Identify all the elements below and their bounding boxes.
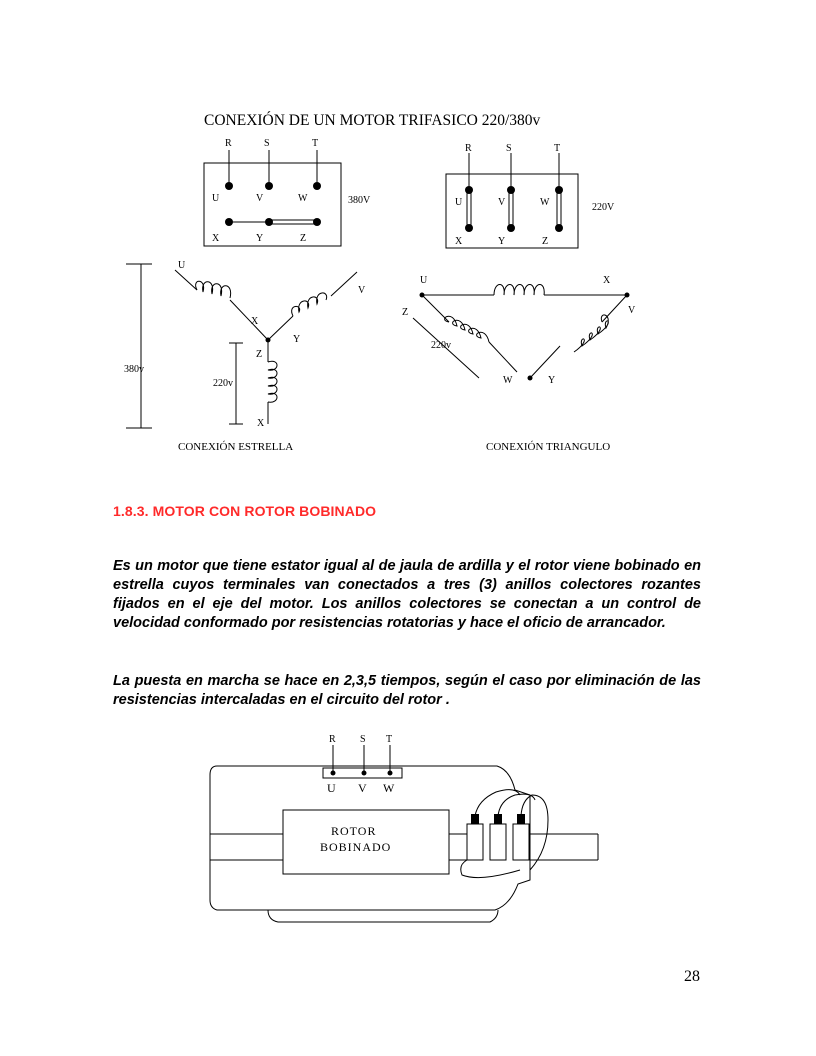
box220-terminal-w: W	[540, 197, 550, 208]
page-number: 28	[684, 968, 700, 985]
bottom-terminal-v: V	[358, 781, 367, 795]
delta-label-z: Z	[402, 307, 409, 318]
box380-terminal-z: Z	[300, 233, 307, 244]
box220-terminal-v: V	[498, 197, 506, 208]
star-label-u: U	[178, 260, 186, 271]
delta-voltage: 220v	[431, 340, 451, 351]
box220-terminal-y: Y	[498, 236, 506, 247]
delta-label-x: X	[603, 275, 611, 286]
star-connection	[126, 264, 357, 428]
star-label-x: X	[251, 316, 259, 327]
box380-terminal-y: Y	[256, 233, 264, 244]
terminal-box-380	[204, 150, 341, 246]
box380-terminal-v: V	[256, 193, 264, 204]
box220-terminal-x: X	[455, 236, 463, 247]
terminal-box-220	[446, 153, 578, 248]
rotor-label-line1: ROTOR	[331, 824, 377, 838]
box380-supply-t: T	[312, 138, 319, 149]
box220-voltage: 220V	[592, 202, 615, 213]
box220-terminal-z: Z	[542, 236, 549, 247]
box380-supply-s: S	[264, 138, 270, 149]
delta-label-w: W	[503, 375, 513, 386]
motor-connection-diagram	[0, 0, 816, 470]
box380-terminal-w: W	[298, 193, 308, 204]
box220-terminal-u: U	[455, 197, 463, 208]
delta-label-v: V	[628, 305, 636, 316]
box380-voltage: 380V	[348, 195, 371, 206]
rotor-label-line2: BOBINADO	[320, 840, 392, 854]
section-heading: 1.8.3. MOTOR CON ROTOR BOBINADO	[113, 503, 377, 519]
bottom-terminal-u: U	[327, 781, 336, 795]
star-caption: CONEXIÓN ESTRELLA	[178, 441, 294, 453]
bottom-terminal-w: W	[383, 781, 395, 795]
box220-supply-s: S	[506, 143, 512, 154]
delta-label-y: Y	[548, 375, 556, 386]
diagram-title: CONEXIÓN DE UN MOTOR TRIFASICO 220/380v	[204, 112, 541, 129]
box380-supply-r: R	[225, 138, 232, 149]
bottom-supply-s: S	[360, 734, 366, 745]
star-label-v: V	[358, 285, 366, 296]
box380-terminal-u: U	[212, 193, 220, 204]
box220-supply-r: R	[465, 143, 472, 154]
box220-supply-t: T	[554, 143, 561, 154]
delta-connection	[413, 285, 627, 379]
star-label-x-bottom: X	[257, 418, 265, 429]
paragraph-startup: La puesta en marcha se hace en 2,3,5 tiempos, según el caso por eliminación de las resistencias intercaladas en el circuito del rotor .	[113, 673, 701, 708]
bottom-supply-t: T	[386, 734, 393, 745]
star-line-voltage: 380v	[124, 364, 144, 375]
star-label-z: Z	[256, 349, 263, 360]
delta-caption: CONEXIÓN TRIANGULO	[486, 441, 611, 453]
star-phase-voltage: 220v	[213, 378, 233, 389]
star-label-y: Y	[293, 334, 301, 345]
paragraph-description: Es un motor que tiene estator igual al de jaula de ardilla y el rotor viene bobinado en estrella cuyos terminales van conectados a tres (3) anillos colectores rozantes fijados en el eje del motor. Los anillos colectores se conectan a un control de velocidad conformado por resistencias rotatorias y hace el oficio de arrancador.	[113, 558, 701, 631]
delta-label-u: U	[420, 275, 428, 286]
box380-terminal-x: X	[212, 233, 220, 244]
bottom-supply-r: R	[329, 734, 336, 745]
